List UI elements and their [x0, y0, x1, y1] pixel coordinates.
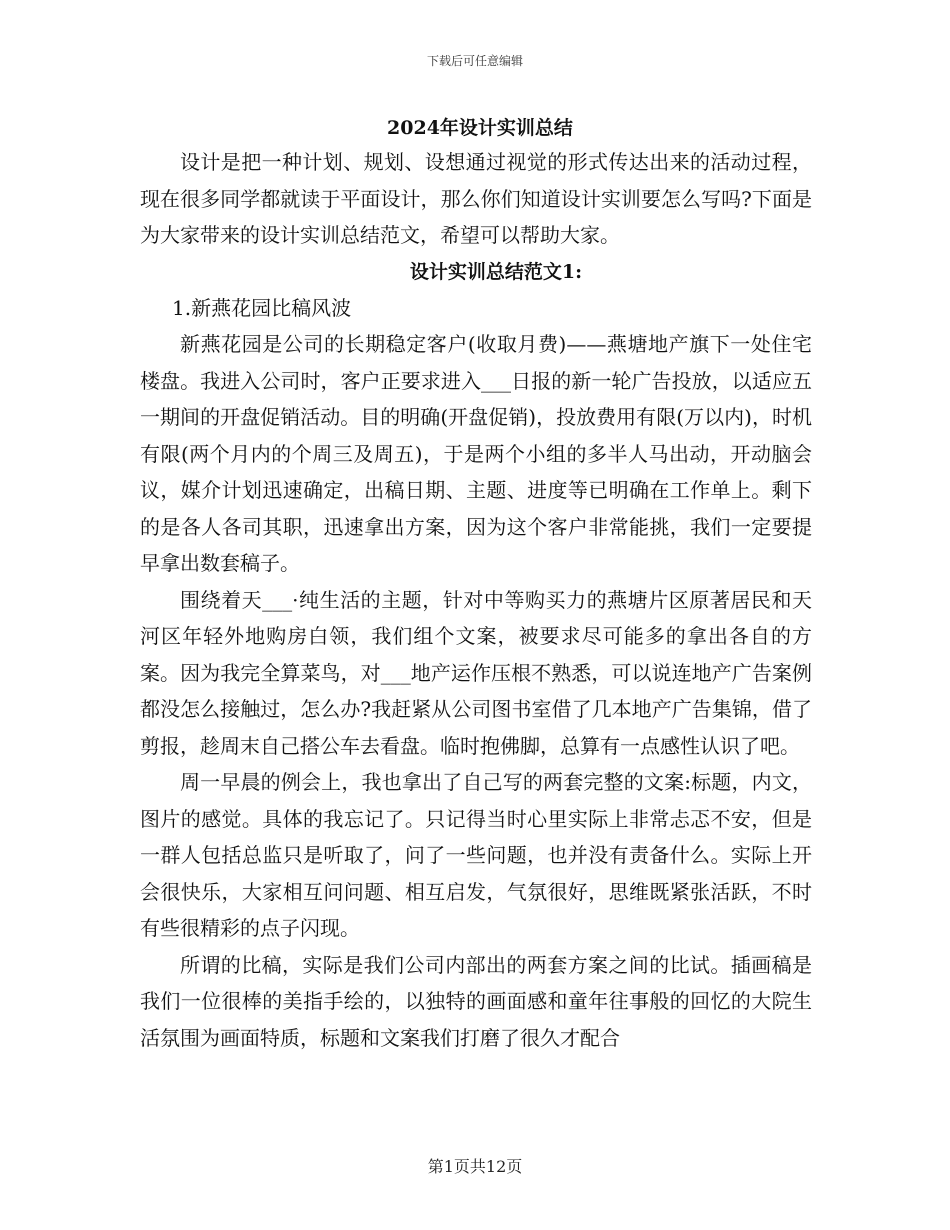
document-body: [140, 112, 812, 1056]
body-paragraph: 所谓的比稿，实际是我们公司内部出的两套方案之间的比试。插画稿是我们一位很棒的美指手绘的，以独特的画面感和童年往事般的回忆的大院生活氛围为画面特质，标题和文案我们打磨了很久才配合: [140, 952, 812, 1050]
body-paragraph: 新燕花园是公司的长期稳定客户(收取月费)——燕塘地产旗下一处住宅楼盘。我进入公司时，客户正要求进入___日报的新一轮广告投放，以适应五一期间的开盘促销活动。目的明确(开盘促销)，投放费用有限(万以内)，时机有限(两个月内的个周三及周五)，于是两个小组的多半人马出动，开动脑会议，媒介计划迅速确定，出稿日期、主题、进度等已明确在工作单上。剩下的是各人各司其职，迅速拿出方案，因为这个客户非常能挑，我们一定要提早拿出数套稿子。: [140, 332, 812, 575]
section-title: 设计实训总结范文1:: [409, 260, 583, 283]
body-paragraph: 周一早晨的例会上，我也拿出了自己写的两套完整的文案:标题，内文，图片的感觉。具体的我忘记了。只记得当时心里实际上非常忐忑不安，但是一群人包括总监只是听取了，问了一些问题，也并没有责备什么。实际上开会很快乐，大家相互问问题、相互启发，气氛很好，思维既紧张活跃，不时有些很精彩的点子闪现。: [140, 770, 812, 940]
page-number: 第1页共12页: [427, 1157, 523, 1176]
intro-paragraph: 设计是把一种计划、规划、设想通过视觉的形式传达出来的活动过程，现在很多同学都就读于平面设计，那么你们知道设计实训要怎么写吗?下面是为大家带来的设计实训总结范文，希望可以帮助大家。: [140, 150, 812, 247]
subsection-title: 1.新燕花园比稿风波: [172, 295, 352, 320]
document-title: 2024年设计实训总结: [387, 117, 573, 139]
page-header-note: 下载后可任意编辑: [426, 54, 523, 68]
body-paragraph: 围绕着天___·纯生活的主题，针对中等购买力的燕塘片区原著居民和天河区年轻外地购房白领，我们组个文案，被要求尽可能多的拿出各自的方案。因为我完全算菜鸟，对___地产运作压根不熟悉，可以说连地产广告案例都没怎么接触过，怎么办?我赶紧从公司图书室借了几本地产广告集锦，借了剪报，趁周末自己搭公车去看盘。临时抱佛脚，总算有一点感性认识了吧。: [140, 587, 812, 758]
